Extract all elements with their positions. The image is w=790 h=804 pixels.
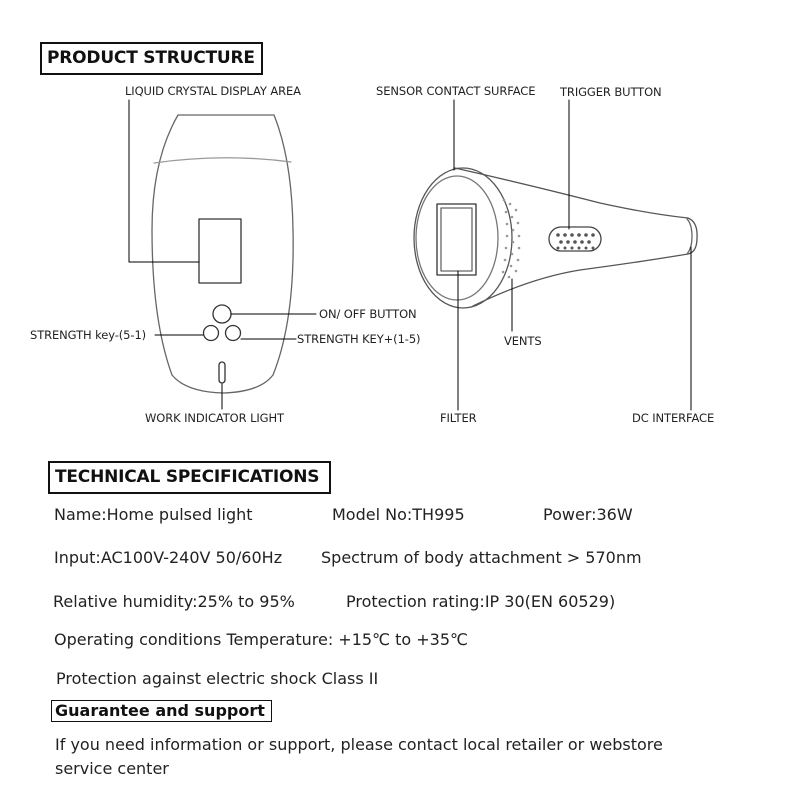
sensor-surface-label: SENSOR CONTACT SURFACE (376, 84, 536, 98)
strength-minus-button (204, 326, 219, 341)
technical-specifications-title: TECHNICAL SPECIFICATIONS (48, 461, 331, 494)
trigger-dots (556, 233, 595, 249)
device-side-face (416, 176, 498, 300)
lcd-area-label: LIQUID CRYSTAL DISPLAY AREA (125, 84, 301, 98)
device-side-head (414, 168, 512, 308)
device-side-handle (455, 168, 697, 306)
spec-model: Model No:TH995 (332, 505, 465, 524)
spec-operating-conditions: Operating conditions Temperature: +15℃ to +35℃ (54, 630, 469, 649)
spec-protection-rating: Protection rating:IP 30(EN 60529) (346, 592, 616, 611)
work-indicator-light (219, 362, 225, 383)
strength-minus-label: STRENGTH key-(5-1) (30, 328, 147, 342)
spec-spectrum: Spectrum of body attachment > 570nm (321, 548, 642, 567)
device-front-rim (154, 158, 291, 163)
filter-window (437, 204, 476, 275)
on-off-label: ON/ OFF BUTTON (319, 307, 417, 321)
on-off-button (213, 305, 231, 323)
lcd-leader (129, 100, 199, 262)
spec-power: Power:36W (543, 505, 633, 524)
lcd-window (199, 219, 241, 283)
spec-input: Input:AC100V-240V 50/60Hz (54, 548, 283, 567)
dc-interface-label: DC INTERFACE (632, 411, 715, 425)
filter-label: FILTER (440, 411, 477, 425)
guarantee-text: If you need information or support, please contact local retailer or webstore service center (55, 735, 663, 778)
device-front-body (152, 115, 293, 393)
trigger-button-label: TRIGGER BUTTON (560, 85, 662, 99)
guarantee-title: Guarantee and support (51, 700, 272, 722)
strength-plus-button (226, 326, 241, 341)
vents-grille (502, 199, 521, 279)
spec-shock-class: Protection against electric shock Class II (56, 669, 379, 688)
product-structure-title: PRODUCT STRUCTURE (40, 42, 263, 75)
strength-plus-label: STRENGTH KEY+(1-5) (297, 332, 421, 346)
work-indicator-label: WORK INDICATOR LIGHT (145, 411, 284, 425)
filter-window-inner (441, 208, 472, 271)
spec-name: Name:Home pulsed light (54, 505, 253, 524)
spec-humidity: Relative humidity:25% to 95% (53, 592, 295, 611)
vents-label: VENTS (504, 334, 542, 348)
